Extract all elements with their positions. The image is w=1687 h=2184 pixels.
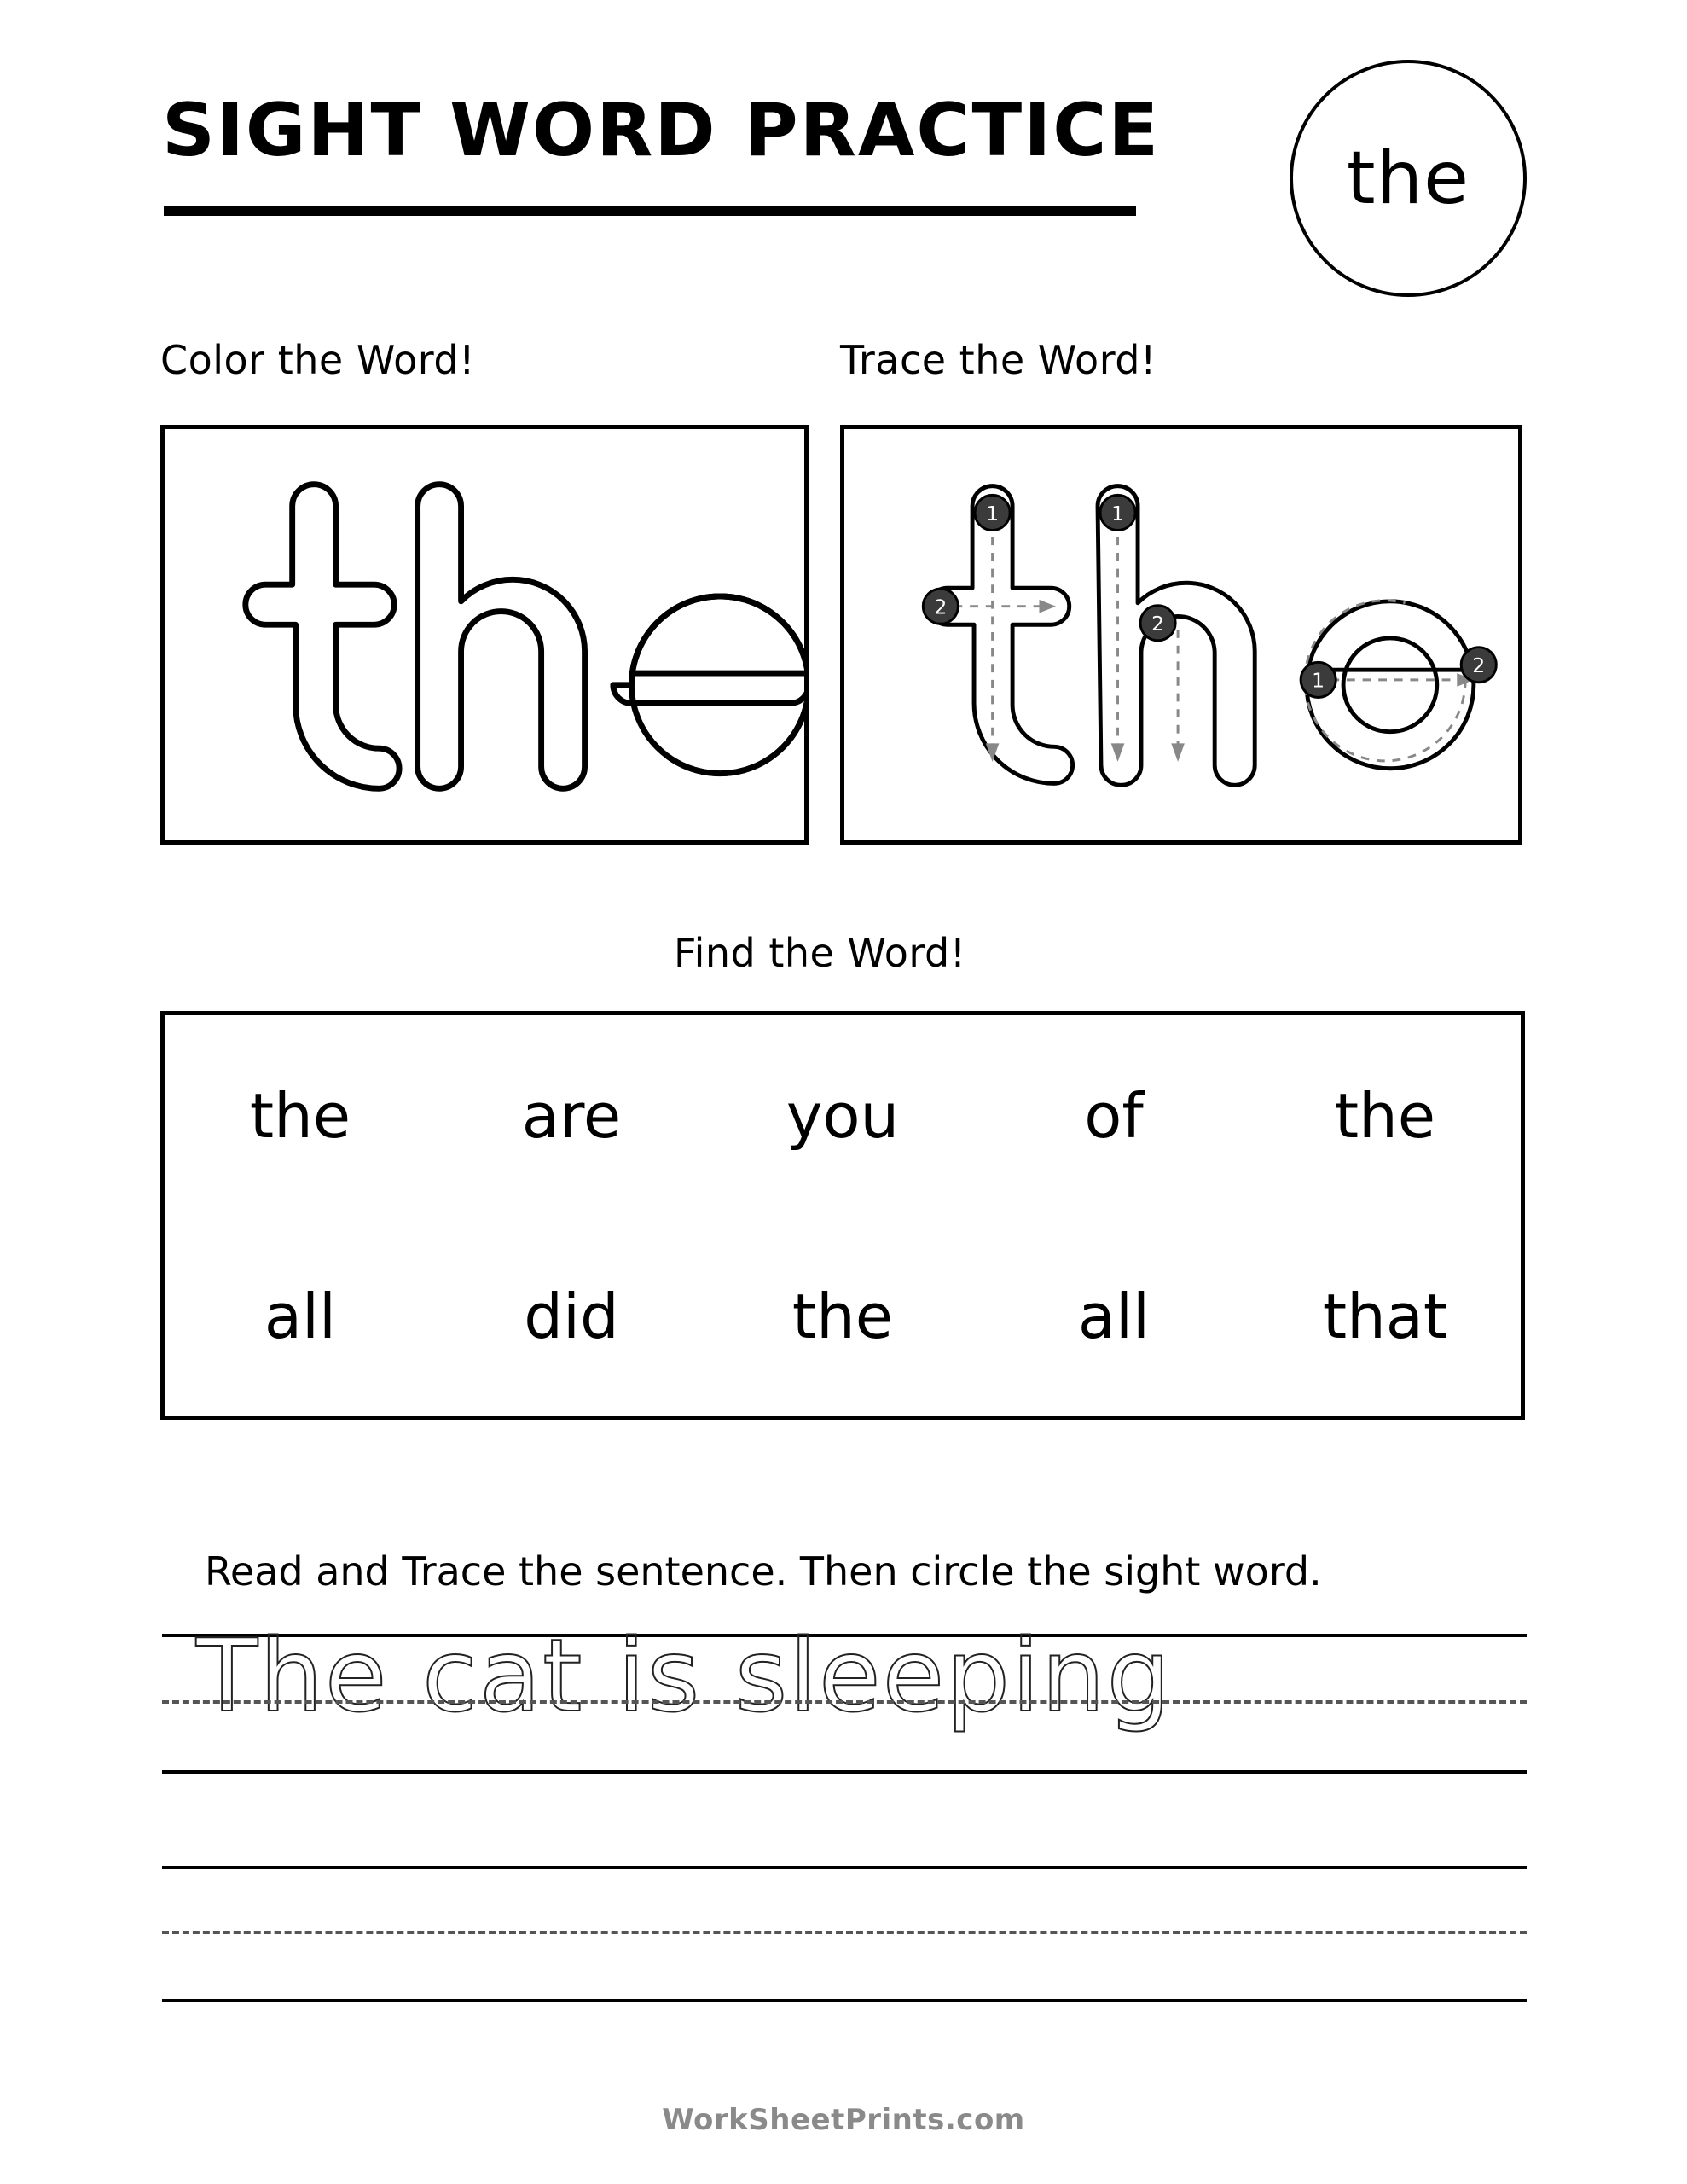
find-word-cell[interactable]: that	[1322, 1280, 1448, 1352]
color-the-word-box	[160, 425, 809, 845]
svg-text:2: 2	[1151, 612, 1165, 636]
find-word-cell[interactable]: the	[249, 1079, 351, 1152]
svg-text:2: 2	[1472, 653, 1486, 678]
find-the-word-grid	[165, 1015, 1521, 1416]
line-baseline-1	[162, 1770, 1527, 1774]
worksheet-header	[162, 88, 1527, 316]
svg-text:1: 1	[986, 501, 1000, 526]
line-top-2	[162, 1866, 1527, 1869]
find-word-cell[interactable]: you	[786, 1079, 900, 1152]
stroke-number-markers	[923, 495, 1496, 697]
find-word-cell[interactable]: are	[521, 1079, 622, 1152]
sentence-trace-text[interactable]: The cat is sleeping	[196, 1617, 1173, 1734]
color-section-label: Color the Word!	[160, 337, 476, 383]
find-word-cell[interactable]: all	[1077, 1280, 1151, 1352]
find-word-cell[interactable]: the	[1334, 1079, 1436, 1152]
trace-word-guide-icon	[844, 429, 1518, 840]
line-dashed-1	[162, 1700, 1527, 1704]
trace-section-label: Trace the Word!	[840, 337, 1157, 383]
title-underline	[164, 206, 1136, 216]
svg-text:1: 1	[1312, 668, 1325, 693]
find-word-cell[interactable]: of	[1084, 1079, 1144, 1152]
sight-word-badge-label: the	[1346, 136, 1470, 221]
find-word-cell[interactable]: all	[264, 1280, 337, 1352]
line-baseline-2	[162, 1999, 1527, 2002]
find-word-cell[interactable]: the	[791, 1280, 894, 1352]
sentence-instruction: Read and Trace the sentence. Then circle the sight word.	[205, 1548, 1322, 1594]
find-the-word-box	[160, 1011, 1525, 1420]
line-dashed-2	[162, 1931, 1527, 1934]
find-section-label: Find the Word!	[674, 930, 966, 976]
sight-word-badge	[1290, 60, 1527, 297]
handwriting-lines	[162, 1617, 1527, 2009]
page-title: SIGHT WORD PRACTICE	[162, 88, 1161, 173]
color-word-outline-icon	[165, 429, 804, 840]
svg-text:1: 1	[1111, 501, 1125, 526]
footer-credit: WorkSheetPrints.com	[662, 2103, 1025, 2137]
find-word-cell[interactable]: did	[524, 1280, 619, 1352]
svg-text:2: 2	[934, 595, 948, 619]
trace-the-word-box	[840, 425, 1522, 845]
